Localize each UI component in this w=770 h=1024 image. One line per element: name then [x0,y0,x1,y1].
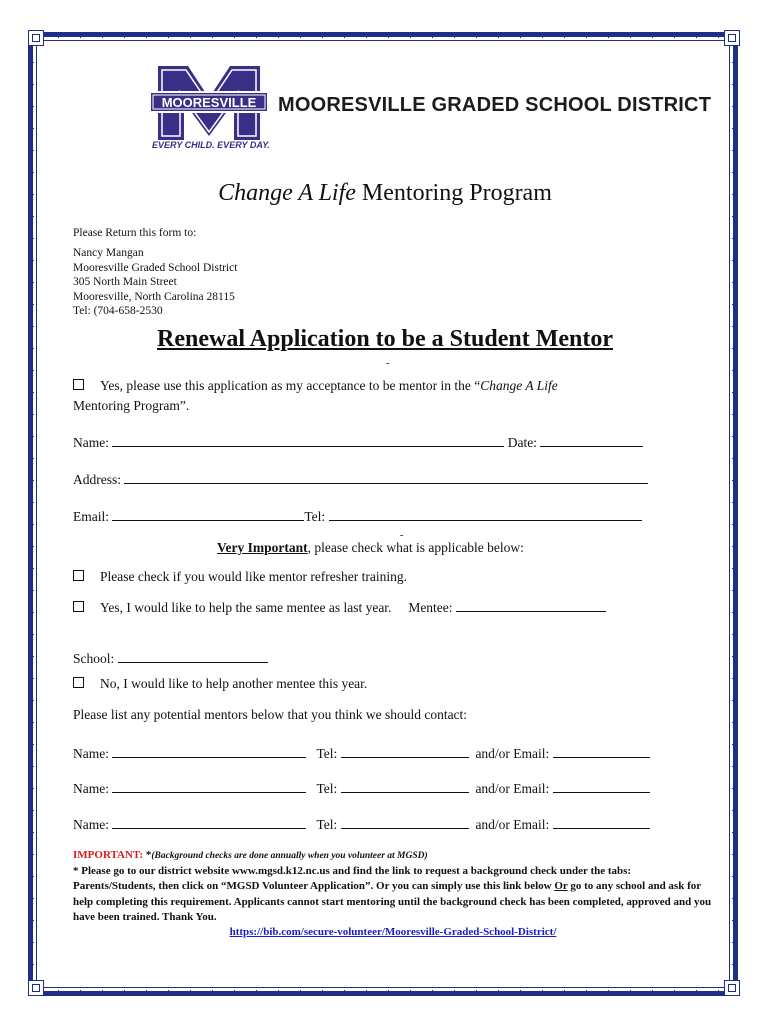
potential-email-input[interactable] [553,814,650,829]
acceptance-row: Yes, please use this application as my acceptance to be mentor in the “Change A Life [73,378,558,394]
border-ticks-bottom [36,990,730,994]
potential-name-input[interactable] [112,814,306,829]
same-mentee-checkbox[interactable] [73,601,84,612]
potential-email-input[interactable] [553,778,650,793]
email-tel-row: Email: Tel: [73,506,642,525]
acceptance-row-cont: Mentoring Program”. [73,398,190,413]
potential-email-input[interactable] [553,743,650,758]
potential-tel-input[interactable] [341,778,469,793]
border-ticks-top [36,34,730,38]
volunteer-link[interactable]: https://bib.com/secure-volunteer/Mooresville-Graded-School-District/ [229,926,557,939]
tagline: EVERY CHILD. EVERY DAY. [152,140,270,150]
potential-intro: Please list any potential mentors below that you think we should contact: [73,707,468,722]
section-mark: - [400,530,404,541]
potential-row: Name: Tel: and/or Email: [73,743,650,762]
tel-input[interactable] [329,506,642,521]
very-important-line: Very Important, please check what is applicable below: [217,540,524,555]
contact-name: Nancy Mangan [73,247,144,259]
m-logo-icon [150,64,268,142]
corner-ornament-tr [724,30,740,46]
heading-mark: - [386,358,390,369]
school-input[interactable] [118,648,268,663]
district-name: MOORESVILLE GRADED SCHOOL DISTRICT [278,94,712,116]
school-row: School: [73,648,268,667]
corner-ornament-bl [28,980,44,996]
important-notice [73,848,713,940]
same-mentee-option: Yes, I would like to help the same mentee as last year. Mentee: [73,597,606,616]
important-body: * Please go to our district website www.mgsd.k12.nc.us and find the link to request a background check under the tabs: Parents/Students, then click on “MGSD Volunteer Application”. Or you can simply use this link below Or go to any school and ask for help completing this requirement. Applicants cannot start mentoring until the background check has been completed, approved and you have been trained. Thank You. [73,865,712,923]
potential-tel-input[interactable] [341,814,469,829]
name-input[interactable] [112,432,504,447]
refresher-option: Please check if you would like mentor refresher training. [73,569,407,585]
mentee-input[interactable] [456,597,606,612]
another-mentee-option: No, I would like to help another mentee this year. [73,676,367,692]
email-input[interactable] [112,506,304,521]
another-mentee-checkbox[interactable] [73,677,84,688]
return-label: Please Return this form to: [73,227,197,239]
acceptance-checkbox[interactable] [73,379,84,390]
district-logo [150,64,712,160]
potential-row: Name: Tel: and/or Email: [73,814,650,833]
potential-row: Name: Tel: and/or Email: [73,778,650,797]
address-row: Address: [73,469,648,488]
date-input[interactable] [540,432,643,447]
potential-tel-input[interactable] [341,743,469,758]
contact-city: Mooresville, North Carolina 28115 [73,290,235,303]
address-input[interactable] [124,469,648,484]
potential-name-input[interactable] [112,778,306,793]
potential-name-input[interactable] [112,743,306,758]
corner-ornament-br [724,980,740,996]
refresher-checkbox[interactable] [73,570,84,581]
contact-org: Mooresville Graded School District [73,261,238,274]
contact-street: 305 North Main Street [73,276,177,288]
contact-tel: Tel: (704-658-2530 [73,305,163,317]
corner-ornament-tl [28,30,44,46]
important-header: IMPORTANT: *(Background checks are done annually when you volunteer at MGSD) [73,849,428,861]
name-date-row: Name: Date: [73,432,643,451]
svg-text:MOORESVILLE: MOORESVILLE [161,95,257,110]
return-address [73,246,237,319]
form-heading: Renewal Application to be a Student Mentor [157,326,613,352]
page-title: Change A Life Mentoring Program [218,180,552,206]
